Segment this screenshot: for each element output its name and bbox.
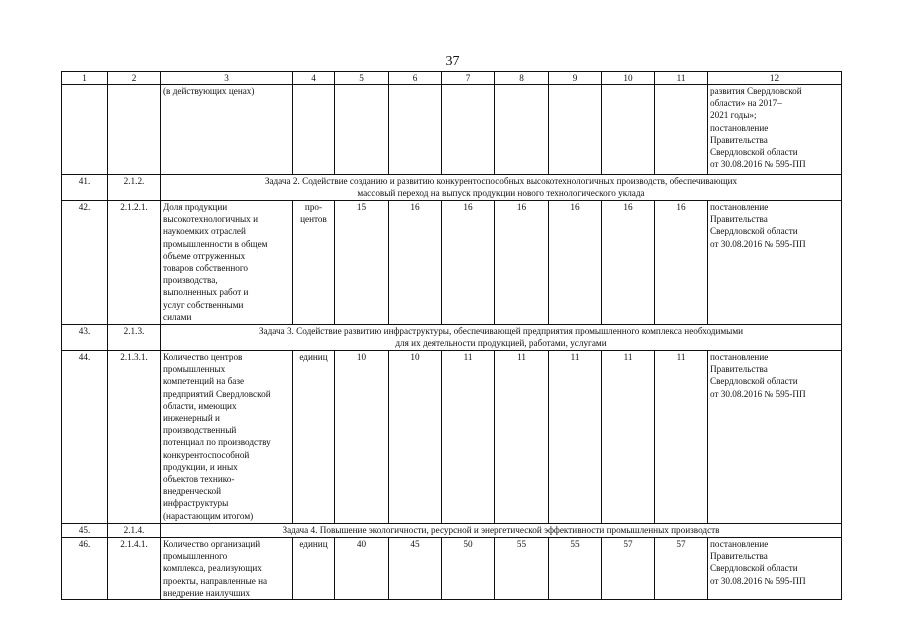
table-row xyxy=(62,201,842,325)
row-number-cell: 42. xyxy=(62,201,108,325)
value-cell xyxy=(495,85,549,175)
value-cell xyxy=(602,85,655,175)
column-number: 10 xyxy=(602,72,655,85)
table-row-continuation xyxy=(62,85,842,175)
indicator-cell: Доля продукции высокотехнологичных и наукоемких отраслей промышленности в общем объеме отгруженных товаров собственного производства, выполненных работ и услуг собственными силами xyxy=(161,201,293,325)
value-cell: 55 xyxy=(495,538,549,600)
task-row xyxy=(62,325,842,351)
task-title: Задача 4. Повышение экологичности, ресурсной и энергетической эффективности промышленных производств xyxy=(161,524,842,538)
value-cell xyxy=(655,85,708,175)
column-number: 9 xyxy=(549,72,602,85)
value-cell: 11 xyxy=(495,351,549,524)
value-cell: 11 xyxy=(549,351,602,524)
row-number-cell: 43. xyxy=(62,325,108,351)
column-number: 11 xyxy=(655,72,708,85)
unit-cell: единиц xyxy=(293,538,335,600)
task-row xyxy=(62,524,842,538)
indicators-table xyxy=(61,71,842,600)
column-number: 4 xyxy=(293,72,335,85)
column-number: 8 xyxy=(495,72,549,85)
value-cell: 16 xyxy=(495,201,549,325)
source-cell: постановление Правительства Свердловской области от 30.08.2016 № 595-ПП xyxy=(708,538,842,600)
column-number: 3 xyxy=(161,72,293,85)
row-code-cell xyxy=(108,85,161,175)
column-number: 1 xyxy=(62,72,108,85)
row-number-cell: 45. xyxy=(62,524,108,538)
value-cell: 15 xyxy=(335,201,389,325)
row-code-cell: 2.1.3. xyxy=(108,325,161,351)
value-cell: 16 xyxy=(442,201,495,325)
row-code-cell: 2.1.2. xyxy=(108,175,161,201)
value-cell: 45 xyxy=(389,538,442,600)
page-number: 37 xyxy=(445,54,460,69)
value-cell: 55 xyxy=(549,538,602,600)
value-cell: 10 xyxy=(389,351,442,524)
value-cell xyxy=(442,85,495,175)
value-cell: 57 xyxy=(602,538,655,600)
row-number-cell: 44. xyxy=(62,351,108,524)
row-number-cell: 46. xyxy=(62,538,108,600)
value-cell xyxy=(549,85,602,175)
value-cell xyxy=(389,85,442,175)
value-cell: 10 xyxy=(335,351,389,524)
value-cell: 16 xyxy=(655,201,708,325)
value-cell: 50 xyxy=(442,538,495,600)
value-cell: 11 xyxy=(655,351,708,524)
value-cell: 16 xyxy=(602,201,655,325)
column-number: 5 xyxy=(335,72,389,85)
task-title: Задача 2. Содействие созданию и развитию конкурентоспособных высокотехнологичных производств, обеспечивающих массовый переход на выпуск продукции нового технологического уклада xyxy=(161,175,842,201)
source-cell: постановление Правительства Свердловской области от 30.08.2016 № 595-ПП xyxy=(708,201,842,325)
row-code-cell: 2.1.3.1. xyxy=(108,351,161,524)
value-cell xyxy=(335,85,389,175)
column-number: 2 xyxy=(108,72,161,85)
column-number: 12 xyxy=(708,72,842,85)
row-code-cell: 2.1.4. xyxy=(108,524,161,538)
row-code-cell: 2.1.4.1. xyxy=(108,538,161,600)
column-number: 6 xyxy=(389,72,442,85)
row-code-cell: 2.1.2.1. xyxy=(108,201,161,325)
indicator-cell: Количество центров промышленных компетенций на базе предприятий Свердловской области, имеющих инженерный и производственный потенциал по производству конкурентоспособной продукции, и иных объектов технико- внедренческой инфраструктуры (нарастающим итогом) xyxy=(161,351,293,524)
row-number-cell: 41. xyxy=(62,175,108,201)
value-cell: 11 xyxy=(442,351,495,524)
row-number-cell xyxy=(62,85,108,175)
table-row xyxy=(62,538,842,600)
indicator-cell: Количество организаций промышленного комплекса, реализующих проекты, направленные на внедрение наилучших xyxy=(161,538,293,600)
unit-cell xyxy=(293,85,335,175)
unit-cell: единиц xyxy=(293,351,335,524)
task-title: Задача 3. Содействие развитию инфраструктуры, обеспечивающей предприятия промышленного комплекса необходимыми для их деятельности продукцией, работами, услугами xyxy=(161,325,842,351)
column-number-row xyxy=(62,72,842,85)
indicator-cell: (в действующих ценах) xyxy=(161,85,293,175)
task-row xyxy=(62,175,842,201)
value-cell: 16 xyxy=(389,201,442,325)
unit-cell: про- центов xyxy=(293,201,335,325)
value-cell: 57 xyxy=(655,538,708,600)
table-row xyxy=(62,351,842,524)
value-cell: 16 xyxy=(549,201,602,325)
value-cell: 40 xyxy=(335,538,389,600)
source-cell: развития Свердловской области» на 2017– 2021 годы»; постановление Правительства Свердловской области от 30.08.2016 № 595-ПП xyxy=(708,85,842,175)
value-cell: 11 xyxy=(602,351,655,524)
source-cell: постановление Правительства Свердловской области от 30.08.2016 № 595-ПП xyxy=(708,351,842,524)
column-number: 7 xyxy=(442,72,495,85)
